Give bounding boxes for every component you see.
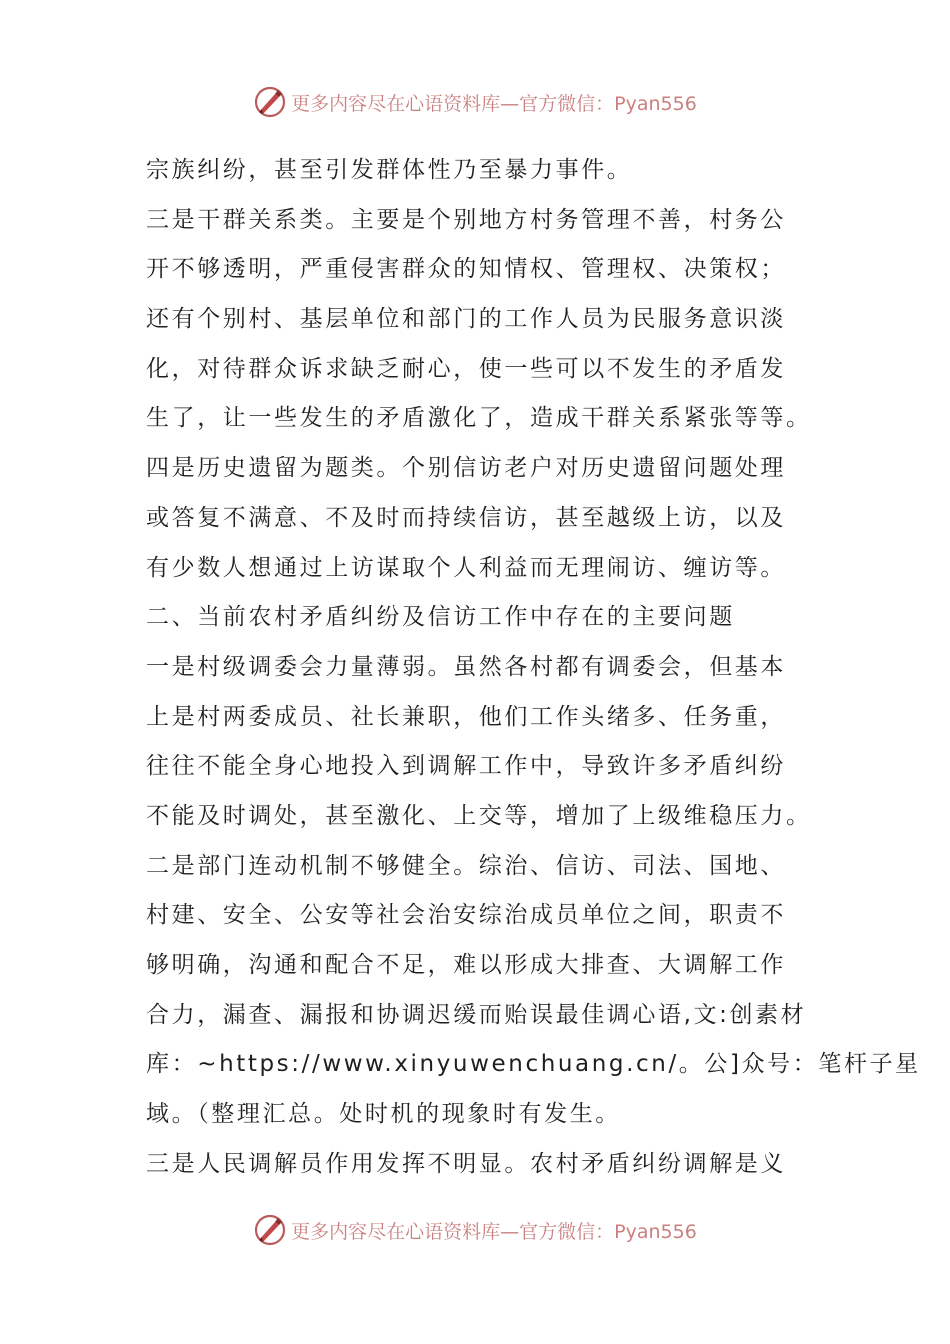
body-line: 开不够透明，严重侵害群众的知情权、管理权、决策权； [146, 256, 786, 283]
body-line: 四是历史遗留为题类。个别信访老户对历史遗留问题处理 [146, 455, 786, 482]
body-line: 三是干群关系类。主要是个别地方村务管理不善，村务公 [146, 206, 786, 233]
body-line: 域。（整理汇总。处时机的现象时有发生。 [146, 1101, 621, 1128]
body-line: 往往不能全身心地投入到调解工作中，导致许多矛盾纠纷 [146, 753, 786, 780]
body-line: 上是村两委成员、社长兼职，他们工作头绪多、任务重， [146, 703, 786, 730]
footer-banner [0, 1210, 950, 1250]
body-line: 不能及时调处，甚至激化、上交等，增加了上级维稳压力。 [146, 802, 812, 829]
section-heading: 二、当前农村矛盾纠纷及信访工作中存在的主要问题 [146, 604, 735, 631]
body-line: 够明确，沟通和配合不足，难以形成大排查、大调解工作 [146, 952, 786, 978]
header-banner [0, 82, 950, 122]
body-line: 宗族纠纷，甚至引发群体性乃至暴力事件。 [146, 157, 633, 183]
pen-logo-icon [253, 1213, 287, 1247]
pen-logo-icon [253, 85, 287, 119]
body-line: 生了，让一些发生的矛盾激化了，造成干群关系紧张等等。 [146, 405, 812, 432]
body-line: 有少数人想通过上访谋取个人利益而无理闹访、缠访等。 [146, 554, 786, 581]
header-banner-brand: 更多内容尽在心语资料库 [291, 92, 501, 115]
body-line: 合力，漏查、漏报和协调迟缓而贻误最佳调心语,文:创素材 [146, 1001, 807, 1028]
header-banner-wechat: —官方微信：Pyan556 [500, 92, 697, 115]
body-line: 或答复不满意、不及时而持续信访，甚至越级上访，以及 [146, 504, 786, 531]
body-line: 化，对待群众诉求缺乏耐心，使一些可以不发生的矛盾发 [146, 355, 786, 382]
body-line: 二是部门连动机制不够健全。综治、信访、司法、国地、 [146, 852, 786, 879]
body-line: 三是人民调解员作用发挥不明显。农村矛盾纠纷调解是义 [146, 1150, 786, 1177]
footer-banner-wechat: —官方微信：Pyan556 [500, 1220, 697, 1243]
body-line: 村建、安全、公安等社会治安综治成员单位之间，职责不 [146, 902, 786, 929]
body-line: 一是村级调委会力量薄弱。虽然各村都有调委会，但基本 [146, 653, 786, 680]
body-line-with-link: 库：~https://www.xinyuwenchuang.cn/。公]众号：笔杆子星 [146, 1051, 921, 1078]
footer-banner-brand: 更多内容尽在心语资料库 [291, 1220, 501, 1243]
document-body [146, 146, 921, 1189]
body-line: 还有个别村、基层单位和部门的工作人员为民服务意识淡 [146, 306, 786, 333]
